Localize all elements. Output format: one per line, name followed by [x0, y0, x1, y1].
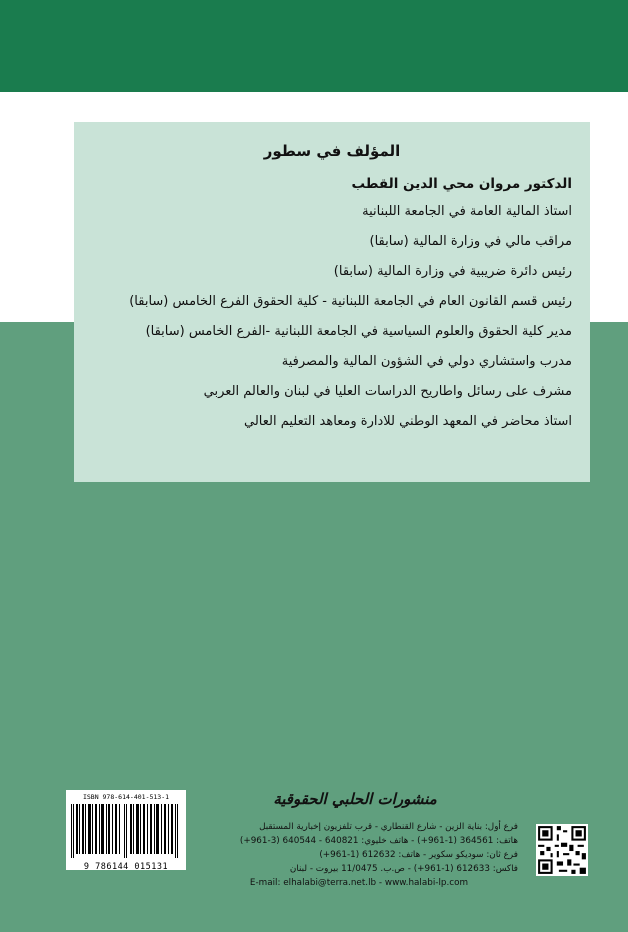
branch-two-address: فرع ثان: سوديكو سكوير - هاتف: 612632 (1-961+) — [319, 850, 518, 860]
publisher-contact — [200, 820, 518, 890]
bio-line: رئيس قسم القانون العام في الجامعة اللبنانية - كلية الحقوق الفرع الخامس (سابقا) — [129, 294, 572, 309]
email-web-line: E-mail: elhalabi@terra.net.lb - www.halabi-lp.com — [249, 878, 469, 888]
barcode — [66, 790, 186, 870]
barcode-icon — [70, 804, 182, 858]
qr-code-icon — [536, 824, 588, 876]
bio-line: مدير كلية الحقوق والعلوم السياسية في الجامعة اللبنانية -الفرع الخامس (سابقا) — [145, 324, 572, 339]
author-bio-box — [74, 122, 590, 482]
bio-line: استاذ المالية العامة في الجامعة اللبنانية — [362, 204, 572, 219]
bio-line: مشرف على رسائل واطاريح الدراسات العليا في لبنان والعالم العربي — [203, 384, 572, 399]
bio-line: رئيس دائرة ضريبية في وزارة المالية (سابقا) — [333, 264, 572, 279]
bio-list — [92, 204, 572, 430]
bio-line: مدرب واستشاري دولي في الشؤون المالية والمصرفية — [281, 354, 572, 369]
branch-one-phone: هاتف: 364561 (1-961+) - هاتف خليوي: 640821 - 640544 (3-961+) — [239, 836, 518, 846]
barcode-digits: 9 786144 015131 — [83, 862, 169, 872]
bio-line: استاذ محاضر في المعهد الوطني للادارة ومعاهد التعليم العالي — [244, 414, 572, 429]
publisher-logo: منشورات الحلبي الحقوقية — [273, 790, 437, 808]
author-name: الدكتور مروان محي الدين القطب — [351, 176, 572, 192]
branch-one-address: فرع أول: بناية الزين - شارع القنطاري - قرب تلفزيون إخبارية المستقبل — [259, 822, 518, 832]
isbn-label: ISBN 978-614-401-513-1 — [82, 793, 170, 801]
bio-heading: المؤلف في سطور — [263, 142, 401, 160]
fax-line: فاكس: 612633 (1-961+) - ص.ب. 11/0475 بيروت - لبنان — [289, 864, 518, 874]
bio-line: مراقب مالي في وزارة المالية (سابقا) — [369, 234, 572, 249]
top-green-band — [0, 0, 628, 92]
publisher-footer — [0, 780, 628, 932]
